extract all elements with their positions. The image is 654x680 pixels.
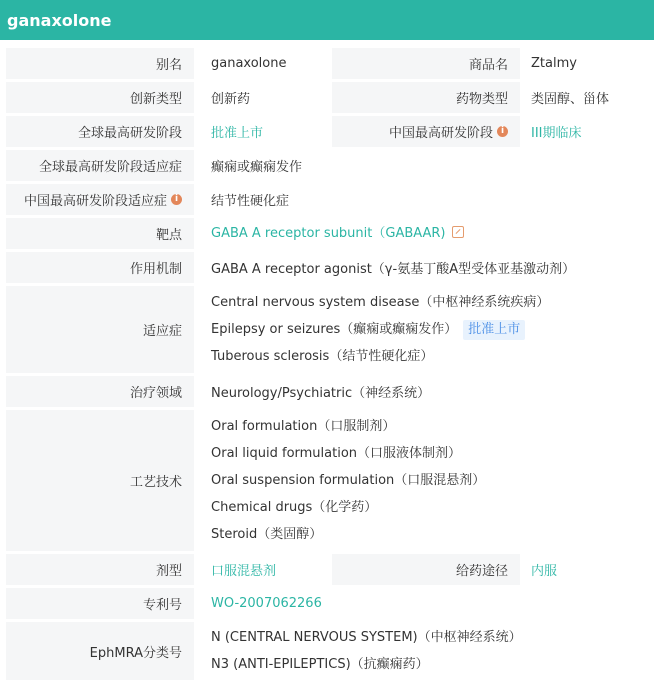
info-icon[interactable]: i xyxy=(171,194,182,205)
list-item xyxy=(211,316,654,343)
list-item: N3 (ANTI-EPILEPTICS)（抗癫痫药） xyxy=(211,657,429,672)
target-value xyxy=(200,218,654,249)
row-innovation xyxy=(0,82,654,113)
dosage-form-link[interactable]: 口服混悬剂 xyxy=(211,564,277,579)
technology-label: 工艺技术 xyxy=(6,410,194,551)
target-label: 靶点 xyxy=(6,218,194,249)
row-china-indication xyxy=(0,184,654,215)
china-indication-value: 结节性硬化症 xyxy=(211,194,290,209)
china-phase-label-text: 中国最高研发阶段 xyxy=(388,126,493,141)
global-phase-label: 全球最高研发阶段 xyxy=(6,116,194,147)
status-badge: 批准上市 xyxy=(463,320,525,340)
patent-label: 专利号 xyxy=(6,588,194,619)
list-item: Steroid（类固醇） xyxy=(211,527,323,542)
row-alias xyxy=(0,48,654,79)
row-phase xyxy=(0,116,654,147)
ephmra-label: EphMRA分类号 xyxy=(6,622,194,680)
row-target xyxy=(0,218,654,249)
list-item: Oral suspension formulation（口服混悬剂） xyxy=(211,473,486,488)
list-item: N (CENTRAL NERVOUS SYSTEM)（中枢神经系统） xyxy=(211,630,522,645)
external-link-icon[interactable] xyxy=(452,226,464,238)
dosage-form-label: 剂型 xyxy=(6,554,194,585)
info-icon[interactable]: i xyxy=(497,126,508,137)
indications-list xyxy=(200,286,654,373)
list-item: Tuberous sclerosis（结节性硬化症） xyxy=(211,349,434,364)
list-item: Central nervous system disease（中枢神经系统疾病） xyxy=(211,295,550,310)
alias-label: 别名 xyxy=(6,48,194,79)
page-title: ganaxolone xyxy=(0,0,654,40)
list-item: Oral liquid formulation（口服液体制剂） xyxy=(211,446,462,461)
brand-value: Ztalmy xyxy=(531,56,577,71)
patent-link[interactable]: WO-2007062266 xyxy=(211,596,322,611)
innovation-label: 创新类型 xyxy=(6,82,194,113)
global-indication-value: 癫痫或癫痫发作 xyxy=(211,160,303,175)
mechanism-label: 作用机制 xyxy=(6,252,194,283)
row-technology xyxy=(0,410,654,551)
global-phase-link[interactable]: 批准上市 xyxy=(211,126,264,141)
list-item: Oral formulation（口服制剂） xyxy=(211,419,396,434)
china-phase-link[interactable]: III期临床 xyxy=(531,126,582,141)
row-mechanism xyxy=(0,252,654,283)
brand-label: 商品名 xyxy=(332,48,520,79)
row-ephmra xyxy=(0,622,654,680)
global-indication-label: 全球最高研发阶段适应症 xyxy=(6,150,194,181)
alias-value: ganaxolone xyxy=(211,56,287,71)
china-indication-label-text: 中国最高研发阶段适应症 xyxy=(23,194,167,209)
ephmra-list xyxy=(200,622,654,680)
drug-info-table xyxy=(0,48,654,680)
list-item: Chemical drugs（化学药） xyxy=(211,500,378,515)
route-label: 给药途径 xyxy=(332,554,520,585)
row-indications xyxy=(0,286,654,373)
therapeutic-area-label: 治疗领域 xyxy=(6,376,194,407)
therapeutic-area-value: Neurology/Psychiatric（神经系统） xyxy=(211,386,431,401)
row-dosage-form xyxy=(0,554,654,585)
drug-type-value: 类固醇、甾体 xyxy=(531,92,610,107)
technology-list xyxy=(200,410,654,551)
drug-type-label: 药物类型 xyxy=(332,82,520,113)
china-phase-label xyxy=(332,116,520,147)
mechanism-value: GABA A receptor agonist（γ-氨基丁酸A型受体亚基激动剂） xyxy=(211,262,576,277)
row-patent xyxy=(0,588,654,619)
row-therapeutic-area xyxy=(0,376,654,407)
target-link[interactable]: GABA A receptor subunit（GABAAR) xyxy=(211,226,446,241)
route-link[interactable]: 内服 xyxy=(531,564,558,579)
row-global-indication xyxy=(0,150,654,181)
indication-text: Epilepsy or seizures（癫痫或癫痫发作） xyxy=(211,322,458,337)
innovation-value: 创新药 xyxy=(211,92,251,107)
china-indication-label xyxy=(6,184,194,215)
indications-label: 适应症 xyxy=(6,286,194,373)
